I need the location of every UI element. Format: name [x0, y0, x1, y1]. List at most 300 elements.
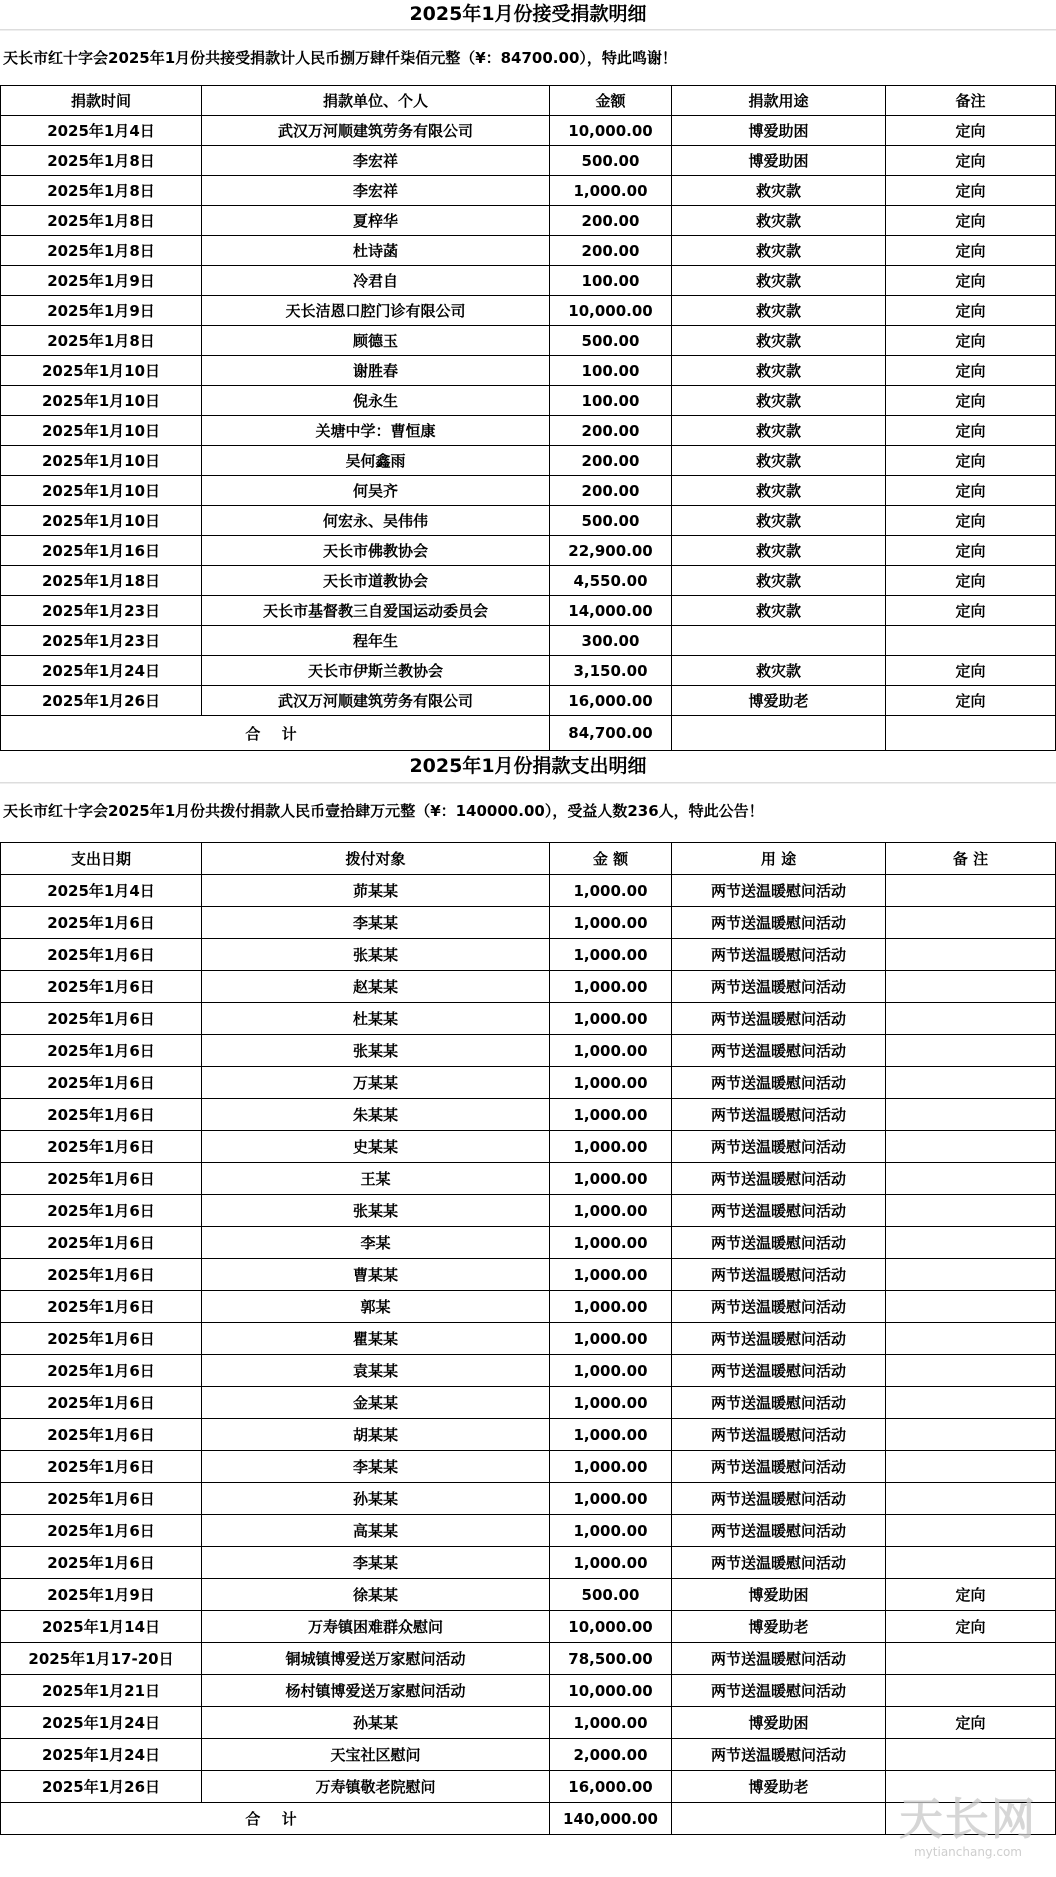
- cell-donor: 程年生: [202, 626, 550, 656]
- table-row: [1, 1739, 1056, 1771]
- cell-amount: 10,000.00: [550, 296, 672, 326]
- table-row: [1, 686, 1056, 716]
- cell-donor: 武汉万河顺建筑劳务有限公司: [202, 116, 550, 146]
- cell-recipient: 史某某: [202, 1131, 550, 1163]
- cell-purpose: 两节送温暖慰问活动: [672, 1355, 886, 1387]
- cell-remark: [886, 1323, 1056, 1355]
- donations-total-amount: 84,700.00: [550, 716, 672, 751]
- cell-amount: 1,000.00: [550, 907, 672, 939]
- cell-remark: 定向: [886, 596, 1056, 626]
- cell-purpose: 救灾款: [672, 236, 886, 266]
- cell-purpose: 博爱助困: [672, 1579, 886, 1611]
- cell-purpose: 救灾款: [672, 176, 886, 206]
- cell-date: 2025年1月6日: [1, 971, 202, 1003]
- donations-total-remark: [886, 716, 1056, 751]
- cell-remark: 定向: [886, 1707, 1056, 1739]
- cell-remark: [886, 1067, 1056, 1099]
- cell-purpose: 两节送温暖慰问活动: [672, 1547, 886, 1579]
- cell-remark: [886, 1483, 1056, 1515]
- table-row: [1, 1227, 1056, 1259]
- cell-remark: 定向: [886, 236, 1056, 266]
- table-row: [1, 1675, 1056, 1707]
- cell-remark: [886, 1547, 1056, 1579]
- cell-purpose: 救灾款: [672, 386, 886, 416]
- cell-remark: 定向: [886, 656, 1056, 686]
- table-row: [1, 971, 1056, 1003]
- cell-recipient: 孙某某: [202, 1707, 550, 1739]
- cell-purpose: 两节送温暖慰问活动: [672, 1035, 886, 1067]
- cell-amount: 500.00: [550, 146, 672, 176]
- cell-date: 2025年1月4日: [1, 116, 202, 146]
- cell-date: 2025年1月23日: [1, 626, 202, 656]
- cell-purpose: 两节送温暖慰问活动: [672, 1003, 886, 1035]
- cell-remark: [886, 1035, 1056, 1067]
- cell-recipient: 瞿某某: [202, 1323, 550, 1355]
- cell-purpose: 两节送温暖慰问活动: [672, 1419, 886, 1451]
- table-row: [1, 146, 1056, 176]
- table-row: [1, 566, 1056, 596]
- cell-remark: [886, 907, 1056, 939]
- cell-date: 2025年1月16日: [1, 536, 202, 566]
- watermark-logo: [888, 1795, 1048, 1865]
- cell-recipient: 朱某某: [202, 1099, 550, 1131]
- cell-amount: 1,000.00: [550, 1227, 672, 1259]
- expenditures-total-amount: 140,000.00: [550, 1803, 672, 1835]
- cell-date: 2025年1月6日: [1, 1067, 202, 1099]
- expenditures-total-purpose: [672, 1803, 886, 1835]
- cell-donor: 杜诗菡: [202, 236, 550, 266]
- header-remark: 备注: [886, 86, 1056, 116]
- cell-purpose: 两节送温暖慰问活动: [672, 1291, 886, 1323]
- donations-title: 2025年1月份接受捐款明细: [0, 0, 1056, 30]
- donations-total-purpose: [672, 716, 886, 751]
- cell-remark: [886, 1675, 1056, 1707]
- cell-date: 2025年1月26日: [1, 1771, 202, 1803]
- expenditures-body: [1, 875, 1056, 1803]
- cell-amount: 500.00: [550, 1579, 672, 1611]
- table-row: [1, 1387, 1056, 1419]
- table-row: [1, 266, 1056, 296]
- cell-remark: [886, 1291, 1056, 1323]
- cell-purpose: 两节送温暖慰问活动: [672, 1131, 886, 1163]
- cell-purpose: 两节送温暖慰问活动: [672, 1483, 886, 1515]
- cell-purpose: 博爱助老: [672, 1771, 886, 1803]
- cell-amount: 1,000.00: [550, 939, 672, 971]
- cell-recipient: 李某: [202, 1227, 550, 1259]
- cell-date: 2025年1月10日: [1, 416, 202, 446]
- cell-amount: 500.00: [550, 506, 672, 536]
- cell-remark: [886, 1003, 1056, 1035]
- cell-purpose: 两节送温暖慰问活动: [672, 907, 886, 939]
- cell-amount: 10,000.00: [550, 1611, 672, 1643]
- cell-date: 2025年1月24日: [1, 656, 202, 686]
- cell-date: 2025年1月6日: [1, 1227, 202, 1259]
- expenditures-title: 2025年1月份捐款支出明细: [0, 751, 1056, 783]
- cell-recipient: 赵某某: [202, 971, 550, 1003]
- cell-date: 2025年1月18日: [1, 566, 202, 596]
- cell-date: 2025年1月26日: [1, 686, 202, 716]
- cell-purpose: 救灾款: [672, 596, 886, 626]
- table-row: [1, 1451, 1056, 1483]
- cell-donor: 顾德玉: [202, 326, 550, 356]
- cell-date: 2025年1月6日: [1, 1003, 202, 1035]
- cell-donor: 冷君自: [202, 266, 550, 296]
- cell-amount: 1,000.00: [550, 971, 672, 1003]
- cell-remark: 定向: [886, 296, 1056, 326]
- cell-date: 2025年1月10日: [1, 506, 202, 536]
- table-row: [1, 206, 1056, 236]
- cell-amount: 1,000.00: [550, 875, 672, 907]
- cell-donor: 关塘中学：曹恒康: [202, 416, 550, 446]
- watermark-main: 天长网: [899, 1794, 1037, 1845]
- table-row: [1, 446, 1056, 476]
- expenditures-intro: 天长市红十字会2025年1月份共拨付捐款人民币壹拾肆万元整（¥：140000.00），受益人数236人，特此公告！: [0, 783, 1056, 842]
- cell-date: 2025年1月24日: [1, 1739, 202, 1771]
- cell-remark: [886, 1419, 1056, 1451]
- cell-date: 2025年1月9日: [1, 296, 202, 326]
- cell-date: 2025年1月9日: [1, 266, 202, 296]
- cell-amount: 1,000.00: [550, 1419, 672, 1451]
- cell-purpose: 博爱助老: [672, 686, 886, 716]
- cell-amount: 1,000.00: [550, 1003, 672, 1035]
- cell-purpose: 两节送温暖慰问活动: [672, 1259, 886, 1291]
- cell-date: 2025年1月17-20日: [1, 1643, 202, 1675]
- cell-purpose: 救灾款: [672, 506, 886, 536]
- donations-table: [0, 85, 1056, 751]
- cell-remark: 定向: [886, 116, 1056, 146]
- cell-donor: 天长市伊斯兰教协会: [202, 656, 550, 686]
- cell-recipient: 孙某某: [202, 1483, 550, 1515]
- cell-recipient: 万寿镇困难群众慰问: [202, 1611, 550, 1643]
- cell-recipient: 金某某: [202, 1387, 550, 1419]
- table-row: [1, 1419, 1056, 1451]
- cell-recipient: 袁某某: [202, 1355, 550, 1387]
- cell-amount: 200.00: [550, 236, 672, 266]
- table-row: [1, 476, 1056, 506]
- header-amount: 金额: [550, 86, 672, 116]
- table-row: [1, 1163, 1056, 1195]
- cell-donor: 天长市基督教三自爱国运动委员会: [202, 596, 550, 626]
- cell-date: 2025年1月10日: [1, 446, 202, 476]
- cell-date: 2025年1月6日: [1, 939, 202, 971]
- cell-amount: 1,000.00: [550, 1163, 672, 1195]
- cell-amount: 1,000.00: [550, 1707, 672, 1739]
- cell-recipient: 张某某: [202, 939, 550, 971]
- cell-amount: 1,000.00: [550, 1547, 672, 1579]
- cell-amount: 200.00: [550, 446, 672, 476]
- cell-date: 2025年1月24日: [1, 1707, 202, 1739]
- cell-remark: 定向: [886, 176, 1056, 206]
- cell-amount: 100.00: [550, 386, 672, 416]
- cell-purpose: 两节送温暖慰问活动: [672, 1067, 886, 1099]
- cell-remark: 定向: [886, 566, 1056, 596]
- cell-purpose: 救灾款: [672, 536, 886, 566]
- cell-remark: [886, 626, 1056, 656]
- cell-date: 2025年1月10日: [1, 476, 202, 506]
- cell-purpose: 两节送温暖慰问活动: [672, 939, 886, 971]
- cell-date: 2025年1月6日: [1, 907, 202, 939]
- cell-recipient: 徐某某: [202, 1579, 550, 1611]
- cell-purpose: 两节送温暖慰问活动: [672, 1643, 886, 1675]
- cell-date: 2025年1月4日: [1, 875, 202, 907]
- table-row: [1, 1259, 1056, 1291]
- cell-date: 2025年1月6日: [1, 1483, 202, 1515]
- cell-date: 2025年1月14日: [1, 1611, 202, 1643]
- cell-remark: 定向: [886, 686, 1056, 716]
- table-row: [1, 1035, 1056, 1067]
- cell-date: 2025年1月6日: [1, 1323, 202, 1355]
- cell-recipient: 张某某: [202, 1195, 550, 1227]
- cell-date: 2025年1月6日: [1, 1451, 202, 1483]
- cell-amount: 1,000.00: [550, 1515, 672, 1547]
- cell-recipient: 铜城镇博爱送万家慰问活动: [202, 1643, 550, 1675]
- donations-total-row: [1, 716, 1056, 751]
- cell-date: 2025年1月10日: [1, 356, 202, 386]
- cell-remark: [886, 1387, 1056, 1419]
- cell-amount: 16,000.00: [550, 1771, 672, 1803]
- cell-recipient: 李某某: [202, 907, 550, 939]
- cell-purpose: 救灾款: [672, 296, 886, 326]
- table-row: [1, 356, 1056, 386]
- cell-amount: 200.00: [550, 206, 672, 236]
- cell-purpose: 救灾款: [672, 566, 886, 596]
- table-row: [1, 536, 1056, 566]
- cell-remark: [886, 1451, 1056, 1483]
- cell-amount: 4,550.00: [550, 566, 672, 596]
- cell-purpose: 两节送温暖慰问活动: [672, 1163, 886, 1195]
- cell-remark: [886, 1195, 1056, 1227]
- cell-remark: [886, 875, 1056, 907]
- cell-recipient: 万某某: [202, 1067, 550, 1099]
- cell-purpose: 两节送温暖慰问活动: [672, 971, 886, 1003]
- cell-date: 2025年1月8日: [1, 146, 202, 176]
- cell-donor: 倪永生: [202, 386, 550, 416]
- cell-recipient: 张某某: [202, 1035, 550, 1067]
- cell-purpose: 博爱助困: [672, 116, 886, 146]
- cell-purpose: 两节送温暖慰问活动: [672, 875, 886, 907]
- cell-recipient: 王某: [202, 1163, 550, 1195]
- cell-amount: 500.00: [550, 326, 672, 356]
- cell-purpose: 博爱助困: [672, 146, 886, 176]
- donations-header-row: [1, 86, 1056, 116]
- table-row: [1, 596, 1056, 626]
- cell-purpose: 两节送温暖慰问活动: [672, 1739, 886, 1771]
- cell-amount: 1,000.00: [550, 1323, 672, 1355]
- table-row: [1, 939, 1056, 971]
- cell-remark: 定向: [886, 206, 1056, 236]
- cell-date: 2025年1月6日: [1, 1259, 202, 1291]
- cell-recipient: 杨村镇博爱送万家慰问活动: [202, 1675, 550, 1707]
- cell-amount: 78,500.00: [550, 1643, 672, 1675]
- table-row: [1, 236, 1056, 266]
- cell-recipient: 李某某: [202, 1547, 550, 1579]
- table-row: [1, 1579, 1056, 1611]
- cell-recipient: 杜某某: [202, 1003, 550, 1035]
- cell-date: 2025年1月6日: [1, 1131, 202, 1163]
- expenditures-header-row: [1, 843, 1056, 875]
- watermark-url: mytianchang.com: [913, 1845, 1022, 1859]
- header-donor: 捐款单位、个人: [202, 86, 550, 116]
- cell-amount: 14,000.00: [550, 596, 672, 626]
- cell-amount: 2,000.00: [550, 1739, 672, 1771]
- expenditures-total-label: 合 计: [1, 1803, 550, 1835]
- cell-date: 2025年1月6日: [1, 1387, 202, 1419]
- cell-remark: 定向: [886, 1579, 1056, 1611]
- table-row: [1, 416, 1056, 446]
- cell-remark: [886, 1259, 1056, 1291]
- cell-amount: 1,000.00: [550, 1291, 672, 1323]
- cell-amount: 16,000.00: [550, 686, 672, 716]
- cell-donor: 天长洁恩口腔门诊有限公司: [202, 296, 550, 326]
- cell-remark: [886, 1163, 1056, 1195]
- cell-amount: 1,000.00: [550, 1483, 672, 1515]
- cell-recipient: 万寿镇敬老院慰问: [202, 1771, 550, 1803]
- donations-total-label: 合 计: [1, 716, 550, 751]
- cell-date: 2025年1月8日: [1, 206, 202, 236]
- table-row: [1, 1291, 1056, 1323]
- cell-purpose: 救灾款: [672, 656, 886, 686]
- table-row: [1, 1003, 1056, 1035]
- cell-date: 2025年1月10日: [1, 386, 202, 416]
- cell-amount: 10,000.00: [550, 116, 672, 146]
- table-row: [1, 1355, 1056, 1387]
- table-row: [1, 656, 1056, 686]
- header-purpose: 用 途: [672, 843, 886, 875]
- cell-date: 2025年1月21日: [1, 1675, 202, 1707]
- cell-remark: 定向: [886, 386, 1056, 416]
- cell-purpose: 两节送温暖慰问活动: [672, 1451, 886, 1483]
- cell-donor: 夏梓华: [202, 206, 550, 236]
- cell-amount: 1,000.00: [550, 176, 672, 206]
- cell-remark: 定向: [886, 416, 1056, 446]
- cell-remark: 定向: [886, 536, 1056, 566]
- table-row: [1, 1707, 1056, 1739]
- cell-amount: 1,000.00: [550, 1099, 672, 1131]
- cell-donor: 天长市佛教协会: [202, 536, 550, 566]
- cell-donor: 谢胜春: [202, 356, 550, 386]
- cell-date: 2025年1月6日: [1, 1419, 202, 1451]
- cell-purpose: 救灾款: [672, 356, 886, 386]
- cell-remark: [886, 1099, 1056, 1131]
- cell-purpose: 两节送温暖慰问活动: [672, 1195, 886, 1227]
- cell-remark: [886, 971, 1056, 1003]
- cell-donor: 李宏祥: [202, 146, 550, 176]
- cell-purpose: 救灾款: [672, 476, 886, 506]
- cell-date: 2025年1月6日: [1, 1035, 202, 1067]
- table-row: [1, 176, 1056, 206]
- table-row: [1, 1099, 1056, 1131]
- cell-amount: 1,000.00: [550, 1355, 672, 1387]
- cell-date: 2025年1月6日: [1, 1291, 202, 1323]
- cell-remark: 定向: [886, 326, 1056, 356]
- table-row: [1, 1611, 1056, 1643]
- cell-amount: 200.00: [550, 476, 672, 506]
- cell-donor: 天长市道教协会: [202, 566, 550, 596]
- cell-amount: 1,000.00: [550, 1035, 672, 1067]
- header-recipient: 拨付对象: [202, 843, 550, 875]
- cell-purpose: 两节送温暖慰问活动: [672, 1099, 886, 1131]
- cell-date: 2025年1月6日: [1, 1515, 202, 1547]
- header-amount: 金 额: [550, 843, 672, 875]
- table-row: [1, 626, 1056, 656]
- cell-amount: 1,000.00: [550, 1451, 672, 1483]
- cell-purpose: 救灾款: [672, 416, 886, 446]
- header-purpose: 捐款用途: [672, 86, 886, 116]
- cell-date: 2025年1月8日: [1, 176, 202, 206]
- cell-recipient: 天宝社区慰问: [202, 1739, 550, 1771]
- header-date: 捐款时间: [1, 86, 202, 116]
- cell-recipient: 茆某某: [202, 875, 550, 907]
- cell-purpose: 救灾款: [672, 326, 886, 356]
- cell-date: 2025年1月6日: [1, 1099, 202, 1131]
- cell-recipient: 高某某: [202, 1515, 550, 1547]
- cell-amount: 1,000.00: [550, 1131, 672, 1163]
- cell-recipient: 李某某: [202, 1451, 550, 1483]
- table-row: [1, 1195, 1056, 1227]
- cell-remark: [886, 1739, 1056, 1771]
- header-remark: 备 注: [886, 843, 1056, 875]
- table-row: [1, 1067, 1056, 1099]
- cell-recipient: 郭某: [202, 1291, 550, 1323]
- cell-date: 2025年1月6日: [1, 1163, 202, 1195]
- cell-remark: [886, 939, 1056, 971]
- cell-donor: 吴何鑫雨: [202, 446, 550, 476]
- cell-remark: [886, 1643, 1056, 1675]
- cell-amount: 100.00: [550, 266, 672, 296]
- cell-remark: 定向: [886, 146, 1056, 176]
- cell-purpose: 两节送温暖慰问活动: [672, 1323, 886, 1355]
- cell-date: 2025年1月8日: [1, 326, 202, 356]
- cell-purpose: 两节送温暖慰问活动: [672, 1515, 886, 1547]
- table-row: [1, 296, 1056, 326]
- cell-remark: 定向: [886, 1611, 1056, 1643]
- cell-recipient: 曹某某: [202, 1259, 550, 1291]
- cell-date: 2025年1月8日: [1, 236, 202, 266]
- cell-amount: 1,000.00: [550, 1259, 672, 1291]
- cell-purpose: 两节送温暖慰问活动: [672, 1387, 886, 1419]
- table-row: [1, 116, 1056, 146]
- cell-amount: 1,000.00: [550, 1067, 672, 1099]
- cell-remark: [886, 1131, 1056, 1163]
- cell-remark: 定向: [886, 446, 1056, 476]
- table-row: [1, 1547, 1056, 1579]
- cell-donor: 李宏祥: [202, 176, 550, 206]
- cell-purpose: 救灾款: [672, 266, 886, 296]
- cell-amount: 300.00: [550, 626, 672, 656]
- table-row: [1, 1515, 1056, 1547]
- cell-amount: 10,000.00: [550, 1675, 672, 1707]
- cell-purpose: 救灾款: [672, 206, 886, 236]
- cell-remark: 定向: [886, 476, 1056, 506]
- donations-intro: 天长市红十字会2025年1月份共接受捐款计人民币捌万肆仟柒佰元整（¥：84700.00），特此鸣谢！: [0, 30, 1056, 85]
- table-row: [1, 1323, 1056, 1355]
- cell-purpose: 两节送温暖慰问活动: [672, 1675, 886, 1707]
- cell-donor: 何宏永、吴伟伟: [202, 506, 550, 536]
- table-row: [1, 506, 1056, 536]
- cell-date: 2025年1月6日: [1, 1547, 202, 1579]
- cell-recipient: 胡某某: [202, 1419, 550, 1451]
- cell-donor: 武汉万河顺建筑劳务有限公司: [202, 686, 550, 716]
- cell-purpose: 博爱助困: [672, 1707, 886, 1739]
- cell-amount: 200.00: [550, 416, 672, 446]
- cell-remark: 定向: [886, 506, 1056, 536]
- table-row: [1, 907, 1056, 939]
- donations-body: [1, 116, 1056, 716]
- cell-amount: 1,000.00: [550, 1195, 672, 1227]
- cell-amount: 3,150.00: [550, 656, 672, 686]
- table-row: [1, 1131, 1056, 1163]
- table-row: [1, 326, 1056, 356]
